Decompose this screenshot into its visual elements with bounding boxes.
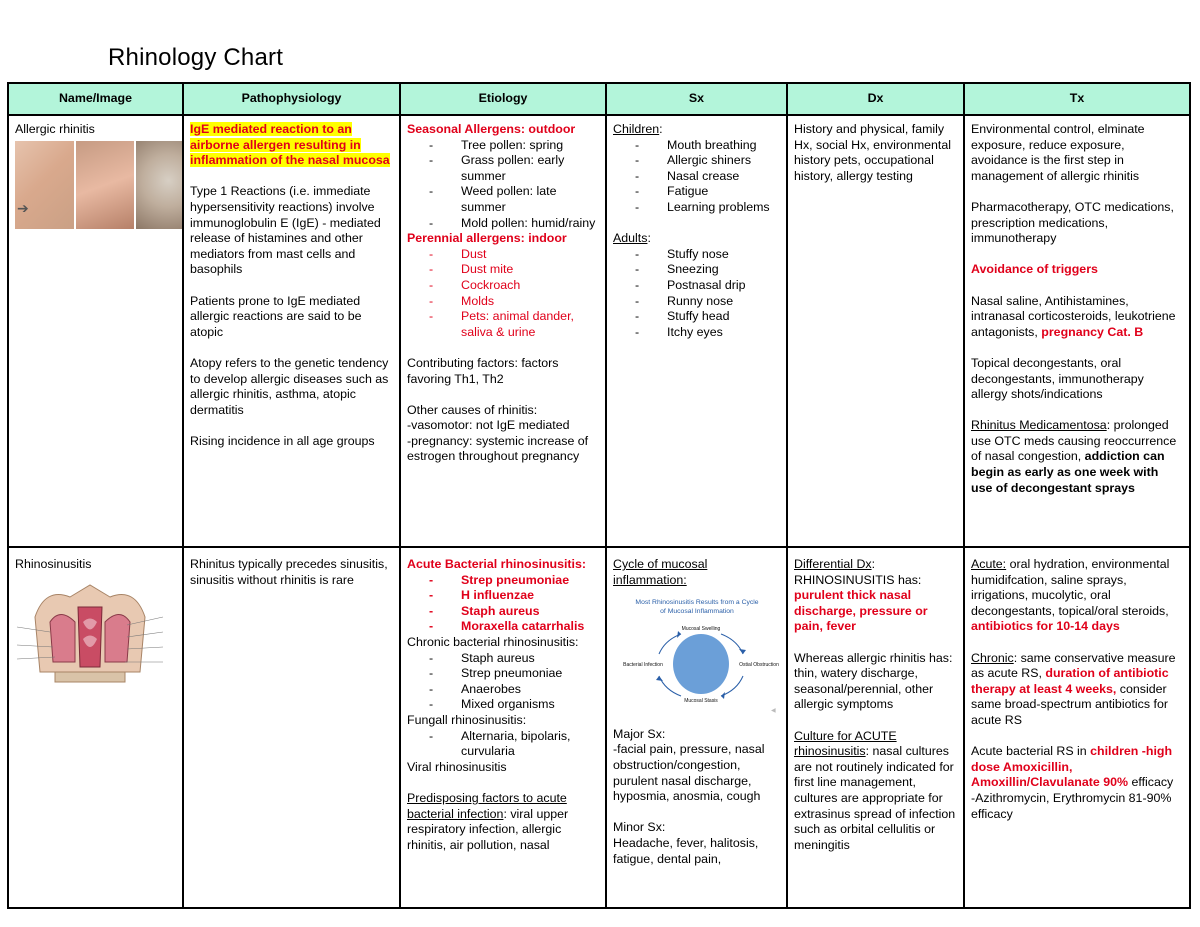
dx-text: History and physical, family Hx, social Hx, environmental history pets, occupational history, allergy testing — [794, 122, 952, 183]
allergic-rhinitis-photos — [15, 141, 182, 229]
cell-name — [8, 115, 183, 547]
chronic-list — [407, 651, 599, 713]
cycle-figure-title-line2: of Mucosal Inflammation — [660, 608, 734, 616]
cell-pathophysiology — [183, 115, 400, 547]
perennial-heading: Perennial allergens: indoor — [407, 231, 567, 246]
arrow-icon: ➔ — [17, 199, 29, 216]
acute-bacterial-list — [407, 573, 599, 635]
list-item: - Weed pollen: late summer — [429, 184, 599, 215]
cell-etiology — [400, 547, 606, 908]
list-item: - Fatigue — [635, 184, 780, 200]
predisposing-label: Predisposing factors to acute bacterial infection — [407, 790, 567, 821]
seasonal-heading: Seasonal Allergens: outdoor — [407, 122, 576, 136]
fungal-list — [407, 729, 599, 760]
differential-text: RHINOSINUSITIS has: — [794, 572, 922, 587]
adults-label: Adults — [613, 231, 648, 246]
cell-dx: Differential Dx: RHINOSINUSITIS has: purulent thick nasal discharge, pressure or pain, fever Whereas allergic rhinitis has: thin, watery discharge, seasonal/perennial, other allergic symptoms Culture for ACUTE rhinosinusitis: nasal cultures are not routinely indicated for first line management, cultures are appropriate for extrasinus spread of infection such as orbital cellulitis or meningitis — [787, 547, 964, 908]
contributing-factors: Contributing factors: factors favoring Th1, Th2 — [407, 355, 559, 386]
tx-chronic: : same conservative measure as acute RS, — [971, 650, 1176, 681]
tx-nasal-saline: Nasal saline, Antihistamines, intranasal corticosteroids, leukotriene antagonists, — [971, 293, 1176, 339]
header-etiology: Etiology — [400, 83, 606, 115]
other-vasomotor: -vasomotor: not IgE mediated — [407, 418, 570, 433]
header-row — [8, 83, 1190, 115]
whereas-allergic: Whereas allergic rhinitis has: thin, watery discharge, seasonal/perennial, other allergic symptoms — [794, 650, 953, 712]
patho-atopy: Atopy refers to the genetic tendency to develop allergic diseases such as allergic rhinitis, asthma, atopic dermatitis — [190, 355, 389, 417]
tx-acute: oral hydration, environmental humidifcation, saline sprays, irrigations, mucolytic, oral decongestants, topical/oral steroids, — [971, 557, 1170, 618]
child-eye-photo — [136, 141, 182, 229]
tx-chronic-label: Chronic — [971, 650, 1014, 665]
cycle-node: Mucosal Stasis — [684, 698, 718, 705]
adults-sx-list — [613, 247, 780, 341]
fungal-heading: Fungall rhinosinusitis: — [407, 712, 527, 727]
cycle-node: Mucosal Swelling — [681, 626, 721, 633]
children-label: Children — [613, 122, 660, 136]
tx-addiction: addiction can begin as early as one week with use of decongestant sprays — [971, 449, 1165, 495]
culture-text: : nasal cultures are not routinely indicated for first line management, cultures are appropriate for extrasinus spread of infection such as orbital cellulitis or meningitis — [794, 744, 956, 852]
list-item: - Anaerobes — [429, 682, 599, 698]
header-name-image: Name/Image — [8, 83, 183, 115]
list-item: - Grass pollen: early summer — [429, 153, 599, 184]
condition-name: Allergic rhinitis — [15, 122, 95, 136]
cell-dx — [787, 115, 964, 547]
seasonal-list — [407, 138, 599, 232]
list-item: - Alternaria, bipolaris, curvularia — [429, 729, 599, 760]
list-item: - Allergic shiners — [635, 153, 780, 169]
culture-label: Culture for ACUTE rhinosinusitis — [794, 728, 897, 759]
tx-children-pre: Acute bacterial RS in — [971, 744, 1091, 759]
list-item: - Cockroach — [429, 278, 599, 294]
list-item: - Pets: animal dander, saliva & urine — [429, 309, 599, 340]
list-item: - Runny nose — [635, 294, 780, 310]
list-item: - Molds — [429, 294, 599, 310]
cycle-page-icon: ◀ — [771, 708, 776, 715]
chronic-heading: Chronic bacterial rhinosinusitis: — [407, 634, 579, 649]
sinus-anatomy-diagram — [15, 577, 165, 697]
list-item: - Nasal crease — [635, 169, 780, 185]
list-item: - Learning problems — [635, 200, 780, 216]
patho-type1: Type 1 Reactions (i.e. immediate hypersensitivity reactions) involve immunoglobulin E (IgE) - mediated release of histamines and other mediators from mast cells and basophils — [190, 184, 381, 277]
cycle-figure-title-line1: Most Rhinosinusitis Results from a Cycle — [635, 599, 759, 607]
list-item: - Strep pneumoniae — [429, 666, 599, 682]
tx-pharmacotherapy: Pharmacotherapy, OTC medications, prescription medications, immunotherapy — [971, 199, 1174, 246]
patho-atopic: Patients prone to IgE mediated allergic reactions are said to be atopic — [190, 293, 362, 339]
header-sx: Sx — [606, 83, 787, 115]
cell-sx — [606, 547, 787, 908]
minor-sx: Headache, fever, halitosis, fatigue, dental pain, — [613, 835, 759, 866]
differential-label: Differential Dx — [794, 557, 872, 571]
predisposing-text: : viral upper respiratory infection, allergic rhinitis, air pollution, nasal — [407, 806, 569, 852]
cell-sx: Children: - Mouth breathing - Allergic shiners - Nasal crease - Fatigue - Learning problems Adults: - Stuffy nose - Sneezing - Postnasal drip - Runny nose - Stuffy head - Itchy eyes — [606, 115, 787, 547]
list-item: - Sneezing — [635, 262, 780, 278]
other-pregnancy: -pregnancy: systemic increase of estrogen throughout pregnancy — [407, 433, 589, 464]
tx-topical: Topical decongestants, oral decongestants, immunotherapy allergy shots/indications — [971, 355, 1144, 402]
mucosal-inflammation-cycle-figure — [613, 594, 781, 718]
cell-name — [8, 547, 183, 908]
list-item: - Tree pollen: spring — [429, 138, 599, 154]
cycle-node: Bacterial Infection — [623, 662, 663, 669]
tx-children-amoxicillin: children -high dose Amoxicillin, Amoxillin/Clavulanate 90% — [971, 744, 1173, 790]
major-sx-heading: Major Sx: — [613, 726, 666, 741]
list-item: - Staph aureus — [429, 604, 599, 620]
list-item: - Strep pneumoniae — [429, 573, 599, 589]
table-row-allergic-rhinitis — [8, 115, 1190, 547]
tx-chronic-tail: consider same broad-spectrum antibiotics for acute RS — [971, 681, 1168, 727]
children-sx-list — [613, 138, 780, 216]
patho-highlight: IgE mediated reaction to an airborne allergen resulting in inflammation of the nasal mucosa — [190, 122, 390, 168]
cell-tx — [964, 547, 1190, 908]
patho-incidence: Rising incidence in all age groups — [190, 433, 375, 448]
header-dx: Dx — [787, 83, 964, 115]
header-tx: Tx — [964, 83, 1190, 115]
tx-pregnancy: pregnancy Cat. B — [1041, 324, 1144, 339]
list-item: - Mouth breathing — [635, 138, 780, 154]
cell-tx: Environmental control, elminate exposure, reduce exposure, avoidance is the first step in management of allergic rhinitis Pharmacotherapy, OTC medications, prescription medications, immunotherapy Avoidance of triggers Nasal saline, Antihistamines, intranasal corticosteroids, leukotriene antagonists, pregnancy Cat. B Topical decongestants, oral decongestants, immunotherapy allergy shots/indications Rhinitus Medicamentosa: prolonged use OTC meds causing reoccurrence of nasal congestion, addiction can begin as early as one week with use of decongestant sprays — [964, 115, 1190, 547]
list-item: - Postnasal drip — [635, 278, 780, 294]
list-item: - Dust mite — [429, 262, 599, 278]
tx-acute-antibiotics: antibiotics for 10-14 days — [971, 619, 1120, 634]
acute-bacterial-heading: Acute Bacterial rhinosinusitis: — [407, 557, 587, 571]
differential-red: purulent thick nasal discharge, pressure or pain, fever — [794, 588, 928, 634]
list-item: - Stuffy nose — [635, 247, 780, 263]
cell-pathophysiology — [183, 547, 400, 908]
header-pathophysiology: Pathophysiology — [183, 83, 400, 115]
list-item: - Moraxella catarrhalis — [429, 619, 599, 635]
perennial-list — [407, 247, 599, 341]
rhinology-table — [7, 82, 1191, 909]
major-sx: -facial pain, pressure, nasal obstruction/congestion, purulent nasal discharge, hyposmia, anosmia, cough — [613, 742, 765, 804]
list-item: - Dust — [429, 247, 599, 263]
tx-azithromycin: -Azithromycin, Erythromycin 81-90% efficacy — [971, 790, 1172, 821]
list-item: - Itchy eyes — [635, 325, 780, 341]
other-causes-heading: Other causes of rhinitis: — [407, 402, 538, 417]
tx-chronic-duration: duration of antibiotic therapy at least 4 weeks, — [971, 666, 1169, 696]
cell-etiology — [400, 115, 606, 547]
list-item: - Staph aureus — [429, 651, 599, 667]
tx-acute-label: Acute: — [971, 557, 1007, 571]
tx-avoidance: Avoidance of triggers — [971, 262, 1098, 277]
tx-medicamentosa-label: Rhinitus Medicamentosa — [971, 418, 1107, 433]
list-item: - Mixed organisms — [429, 697, 599, 713]
list-item: - Mold pollen: humid/rainy — [429, 216, 599, 232]
viral-text: Viral rhinosinusitis — [407, 759, 507, 774]
condition-name: Rhinosinusitis — [15, 557, 92, 571]
cycle-node: Ostial Obstruction — [739, 662, 779, 669]
face-photo — [76, 141, 135, 229]
list-item: - H influenzae — [429, 588, 599, 604]
list-item: - Stuffy head — [635, 309, 780, 325]
minor-sx-heading: Minor Sx: — [613, 820, 666, 835]
tx-medicamentosa: prolonged use OTC meds causing reoccurrence of nasal congestion, — [971, 418, 1177, 464]
tx-children-tail: efficacy — [1128, 775, 1174, 790]
patho-text: Rhinitus typically precedes sinusitis, sinusitis without rhinitis is rare — [190, 557, 388, 587]
tx-environmental: Environmental control, elminate exposure, reduce exposure, avoidance is the first step in management of allergic rhinitis — [971, 122, 1145, 183]
table-row-rhinosinusitis — [8, 547, 1190, 908]
page-title: Rhinology Chart — [108, 44, 284, 71]
cycle-label: Cycle of mucosal inflammation: — [613, 557, 708, 587]
